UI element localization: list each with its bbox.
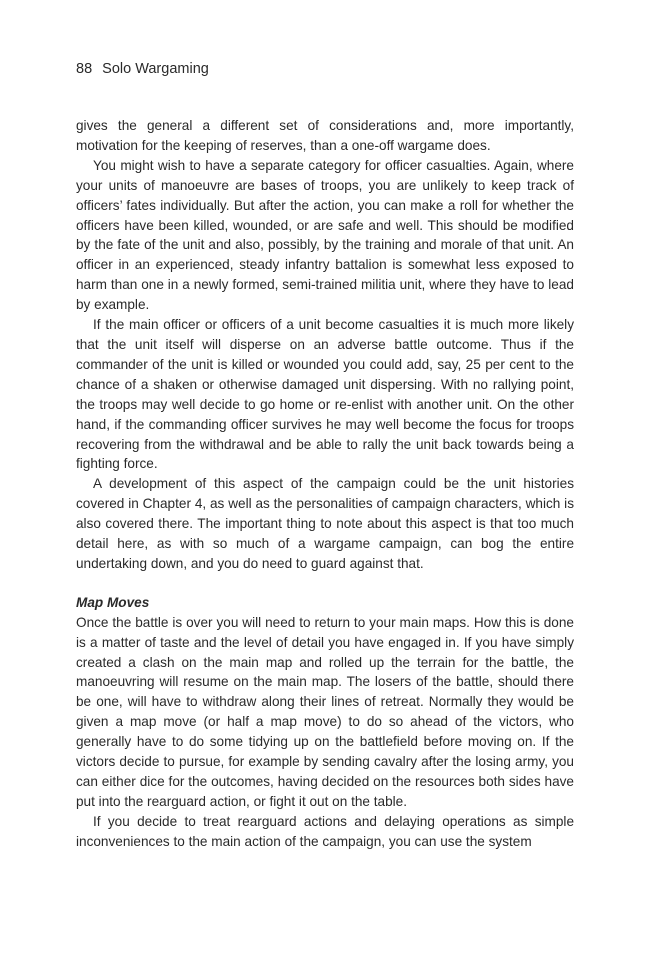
book-page bbox=[76, 60, 574, 852]
section-heading: Map Moves bbox=[76, 594, 150, 610]
paragraph: If you decide to treat rearguard actions and delaying operations as simple inconveniences to the main action of the campaign, you can use the system bbox=[76, 813, 574, 849]
paragraph: You might wish to have a separate category for officer casualties. Again, where your units of manoeuvre are bases of troops, you are unlikely to keep track of officers’ fates individually. But after the action, you can make a roll for whether the officers have been killed, wounded, or are safe and well. This should be modified by the fate of the unit and also, possibly, by the training and morale of that unit. An officer in an experienced, steady infantry battalion is somewhat less exposed to harm than one in a newly formed, semi-trained militia unit, where they have to lead by example. bbox=[76, 157, 574, 313]
paragraph: If the main officer or officers of a unit become casualties it is much more likely that the unit itself will disperse on an adverse battle outcome. Thus if the commander of the unit is killed or wounded you could add, say, 25 per cent to the chance of a shaken or otherwise damaged unit dispersing. With no rallying point, the troops may well decide to go home or re-enlist with another unit. On the other hand, if the commanding officer survives he may well become the focus for troops recovering from the withdrawal and be able to rally the unit back towards being a fighting force. bbox=[76, 317, 574, 472]
page-number: 88 bbox=[76, 61, 93, 77]
paragraph: A development of this aspect of the campaign could be the unit histories covered in Chapter 4, as well as the personalities of campaign characters, which is also covered there. The important thing to note about this aspect is that too much detail here, as with so much of a wargame campaign, can bog the entire undertaking down, and you do need to guard against that. bbox=[76, 476, 574, 571]
running-header bbox=[76, 60, 574, 78]
paragraph: Once the battle is over you will need to return to your main maps. How this is done is a matter of taste and the level of detail you have engaged in. If you have simply created a clash on the main map and rolled up the terrain for the battle, the manoeuvring will resume on the main map. The losers of the battle, should there be one, will have to withdraw along their lines of retreat. Normally they would be given a map move (or half a map move) to do so ahead of the victors, who generally have to do some tidying up on the battlefield before moving on. If the victors decide to pursue, for example by sending cavalry after the losing army, you can either dice for the outcomes, having decided on the resources both sides have put into the rearguard action, or fight it out on the table. bbox=[76, 614, 574, 809]
paragraph: gives the general a different set of considerations and, more importantly, motivation for the keeping of reserves, than a one-off wargame does. bbox=[76, 118, 574, 153]
running-title: Solo Wargaming bbox=[102, 61, 209, 77]
